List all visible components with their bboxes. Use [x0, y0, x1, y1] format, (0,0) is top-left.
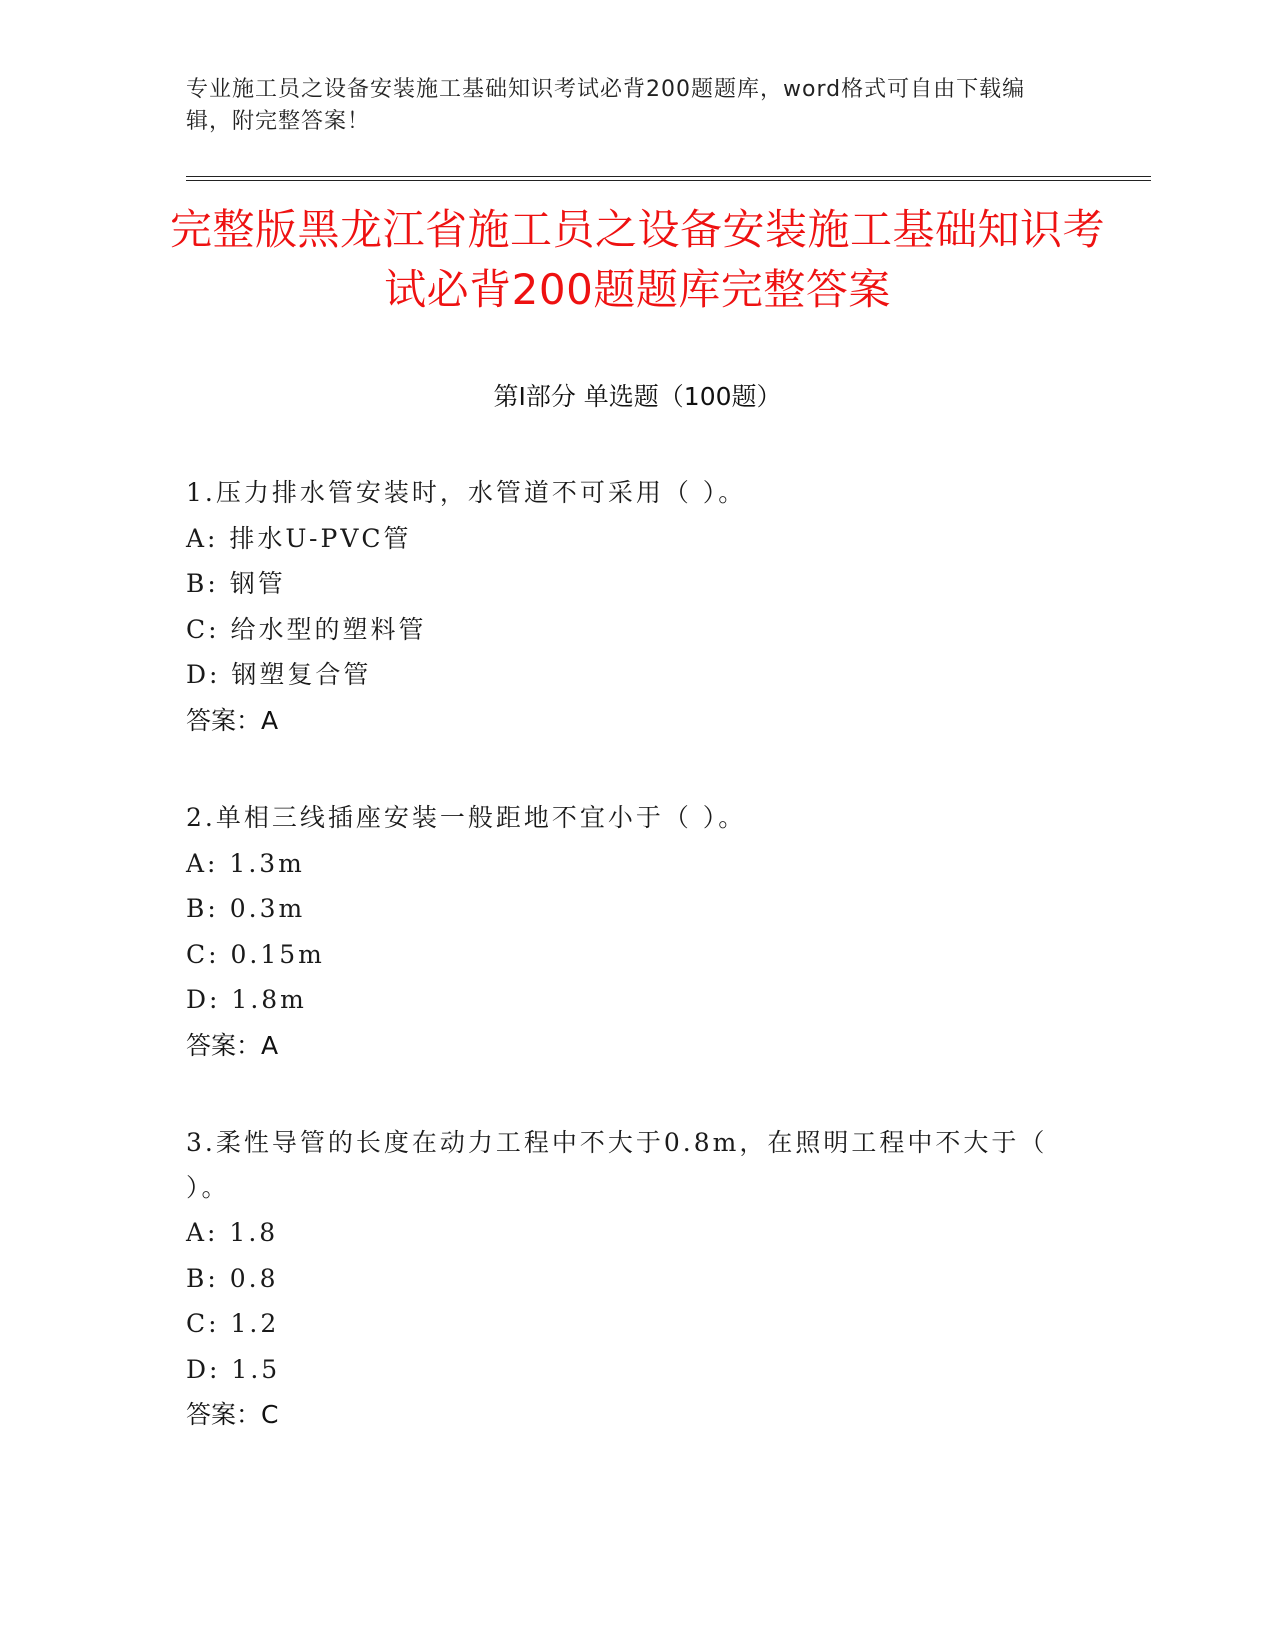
- header-divider: [186, 176, 1151, 181]
- answer: 答案：A: [186, 1030, 279, 1060]
- option-d: D: 1.5: [186, 1354, 281, 1384]
- option-d: D: 钢塑复合管: [186, 660, 372, 689]
- question-3: [186, 1120, 1066, 1438]
- option-a: A: 1.8: [186, 1218, 279, 1247]
- question-list: [186, 470, 1066, 1490]
- option-a: A: 1.3m: [186, 848, 305, 878]
- question-stem: 3.柔性导管的长度在动力工程中不大于0.8m，在照明工程中不大于（ ）。: [186, 1128, 1048, 1202]
- document-title: 完整版黑龙江省施工员之设备安装施工基础知识考试必背200题题库完整答案: [169, 205, 1105, 314]
- header-note: 专业施工员之设备安装施工基础知识考试必背200题题库，word格式可自由下载编辑，附完整答案！: [186, 77, 1026, 134]
- option-c: C: 0.15m: [186, 939, 325, 969]
- option-b: B: 0.8: [186, 1263, 279, 1293]
- question-stem: 1.压力排水管安装时，水管道不可采用（ ）。: [186, 478, 747, 507]
- answer: 答案：A: [186, 705, 279, 735]
- option-c: C: 给水型的塑料管: [186, 614, 427, 644]
- option-b: B: 钢管: [186, 569, 286, 598]
- option-c: C: 1.2: [186, 1309, 280, 1338]
- answer: 答案：C: [186, 1400, 279, 1429]
- question-2: [186, 795, 1066, 1068]
- question-stem: 2.单相三线插座安装一般距地不宜小于（ ）。: [186, 803, 747, 832]
- option-d: D: 1.8m: [186, 985, 307, 1014]
- section-title: 第Ⅰ部分 单选题（100题）: [493, 382, 782, 411]
- option-b: B: 0.3m: [186, 894, 306, 923]
- option-a: A: 排水U-PVC管: [186, 523, 412, 553]
- question-1: [186, 470, 1066, 743]
